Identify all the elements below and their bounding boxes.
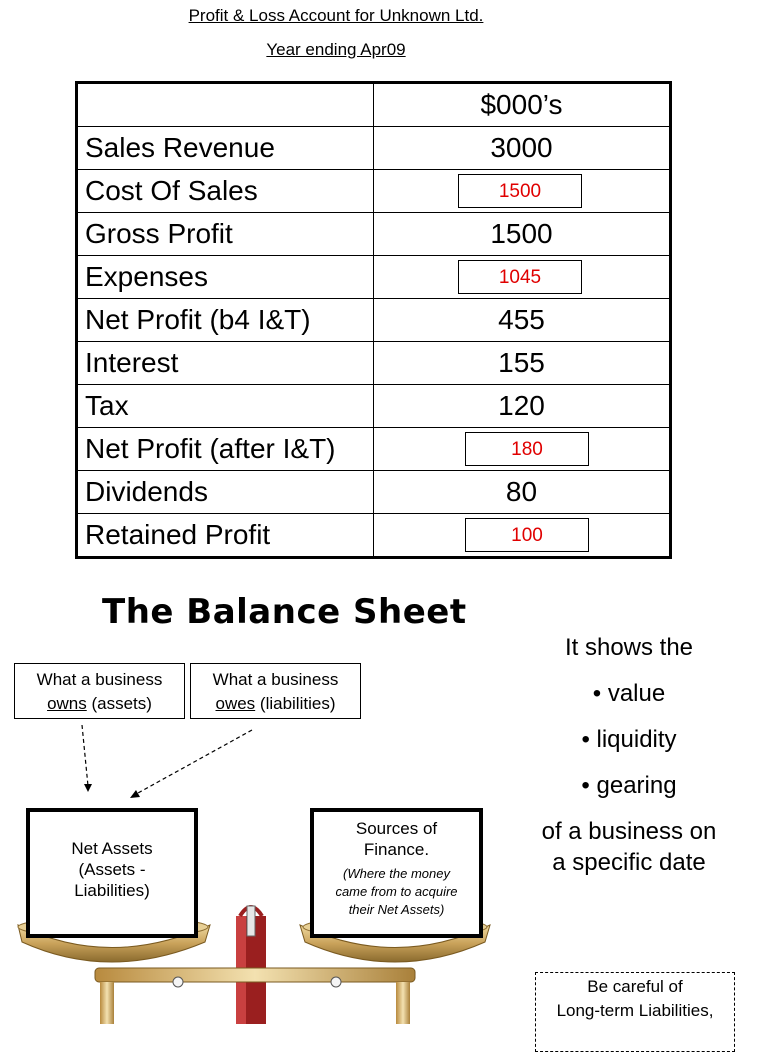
scale-pillar (236, 906, 266, 1024)
pl-title: Profit & Loss Account for Unknown Ltd. (188, 6, 484, 25)
shows-outro-line2: a specific date (552, 849, 706, 876)
row-value-cell (374, 256, 671, 299)
sources-line2: Finance. (363, 840, 430, 859)
table-row (77, 170, 671, 213)
table-row (77, 299, 671, 342)
row-value: 80 (374, 471, 671, 514)
owes-line2 (191, 692, 360, 716)
net-assets-line1: Net Assets (71, 839, 153, 858)
arrow-owes-to-net-assets (130, 730, 252, 798)
shows-outro-line1: of a business on (541, 818, 717, 845)
sources-note (314, 865, 479, 919)
table-row (77, 342, 671, 385)
row-value: 120 (374, 385, 671, 428)
table-row (77, 471, 671, 514)
owes-liabilities-box (190, 663, 361, 719)
owns-line1: What a business (36, 670, 163, 689)
sources-of-finance-box (310, 808, 483, 938)
row-label: Net Profit (b4 I&T) (77, 299, 374, 342)
row-label: Dividends (77, 471, 374, 514)
sources-note-line2: came from to acquire (335, 884, 458, 899)
row-label: Expenses (77, 256, 374, 299)
net-assets-box (26, 808, 198, 938)
table-row (77, 256, 671, 299)
shows-intro: It shows the (564, 634, 694, 661)
row-value: 1500 (374, 213, 671, 256)
row-label: Net Profit (after I&T) (77, 428, 374, 471)
owns-keyword: owns (47, 694, 87, 713)
sources-note-line3: their Net Assets) (348, 902, 445, 917)
column-header: $000’s (374, 83, 671, 127)
row-value: 455 (374, 299, 671, 342)
row-label: Interest (77, 342, 374, 385)
row-label: Tax (77, 385, 374, 428)
careful-line2: Long-term Liabilities, (556, 1001, 714, 1020)
table-row (77, 514, 671, 558)
arrow-owns-to-net-assets (82, 725, 92, 792)
row-value-cell (374, 514, 671, 558)
table-row (77, 83, 671, 127)
owes-keyword: owes (215, 694, 256, 713)
row-label: Cost Of Sales (77, 170, 374, 213)
row-label: Retained Profit (77, 514, 374, 558)
row-value-cell (374, 428, 671, 471)
row-value: 3000 (374, 127, 671, 170)
net-assets-line2: (Assets - (78, 860, 146, 879)
net-assets-line3: Liabilities) (74, 881, 150, 900)
careful-note-box (535, 972, 735, 1052)
shows-item-gearing: • gearing (581, 772, 677, 799)
pl-subtitle: Year ending Apr09 (266, 40, 406, 59)
shows-item-liquidity: • liquidity (581, 726, 677, 753)
table-row (77, 213, 671, 256)
answer-box: 1500 (458, 174, 582, 208)
owes-rest: (liabilities) (255, 694, 336, 713)
row-label: Gross Profit (77, 213, 374, 256)
answer-box: 100 (465, 518, 589, 552)
header-blank-cell (77, 83, 374, 127)
shows-item-value: • value (592, 680, 666, 707)
owns-rest: (assets) (86, 694, 152, 713)
owns-line2 (15, 692, 184, 716)
owns-assets-box (14, 663, 185, 719)
profit-loss-table (75, 81, 672, 559)
table-row (77, 385, 671, 428)
answer-box: 180 (465, 432, 589, 466)
sources-line1: Sources of (355, 819, 438, 838)
table-row (77, 127, 671, 170)
careful-line1: Be careful of (587, 977, 683, 996)
owes-line1: What a business (212, 670, 339, 689)
row-value: 155 (374, 342, 671, 385)
sources-note-line1: (Where the money (343, 866, 450, 881)
answer-box: 1045 (458, 260, 582, 294)
balance-sheet-heading: The Balance Sheet (102, 592, 467, 632)
row-label: Sales Revenue (77, 127, 374, 170)
table-row (77, 428, 671, 471)
row-value-cell (374, 170, 671, 213)
